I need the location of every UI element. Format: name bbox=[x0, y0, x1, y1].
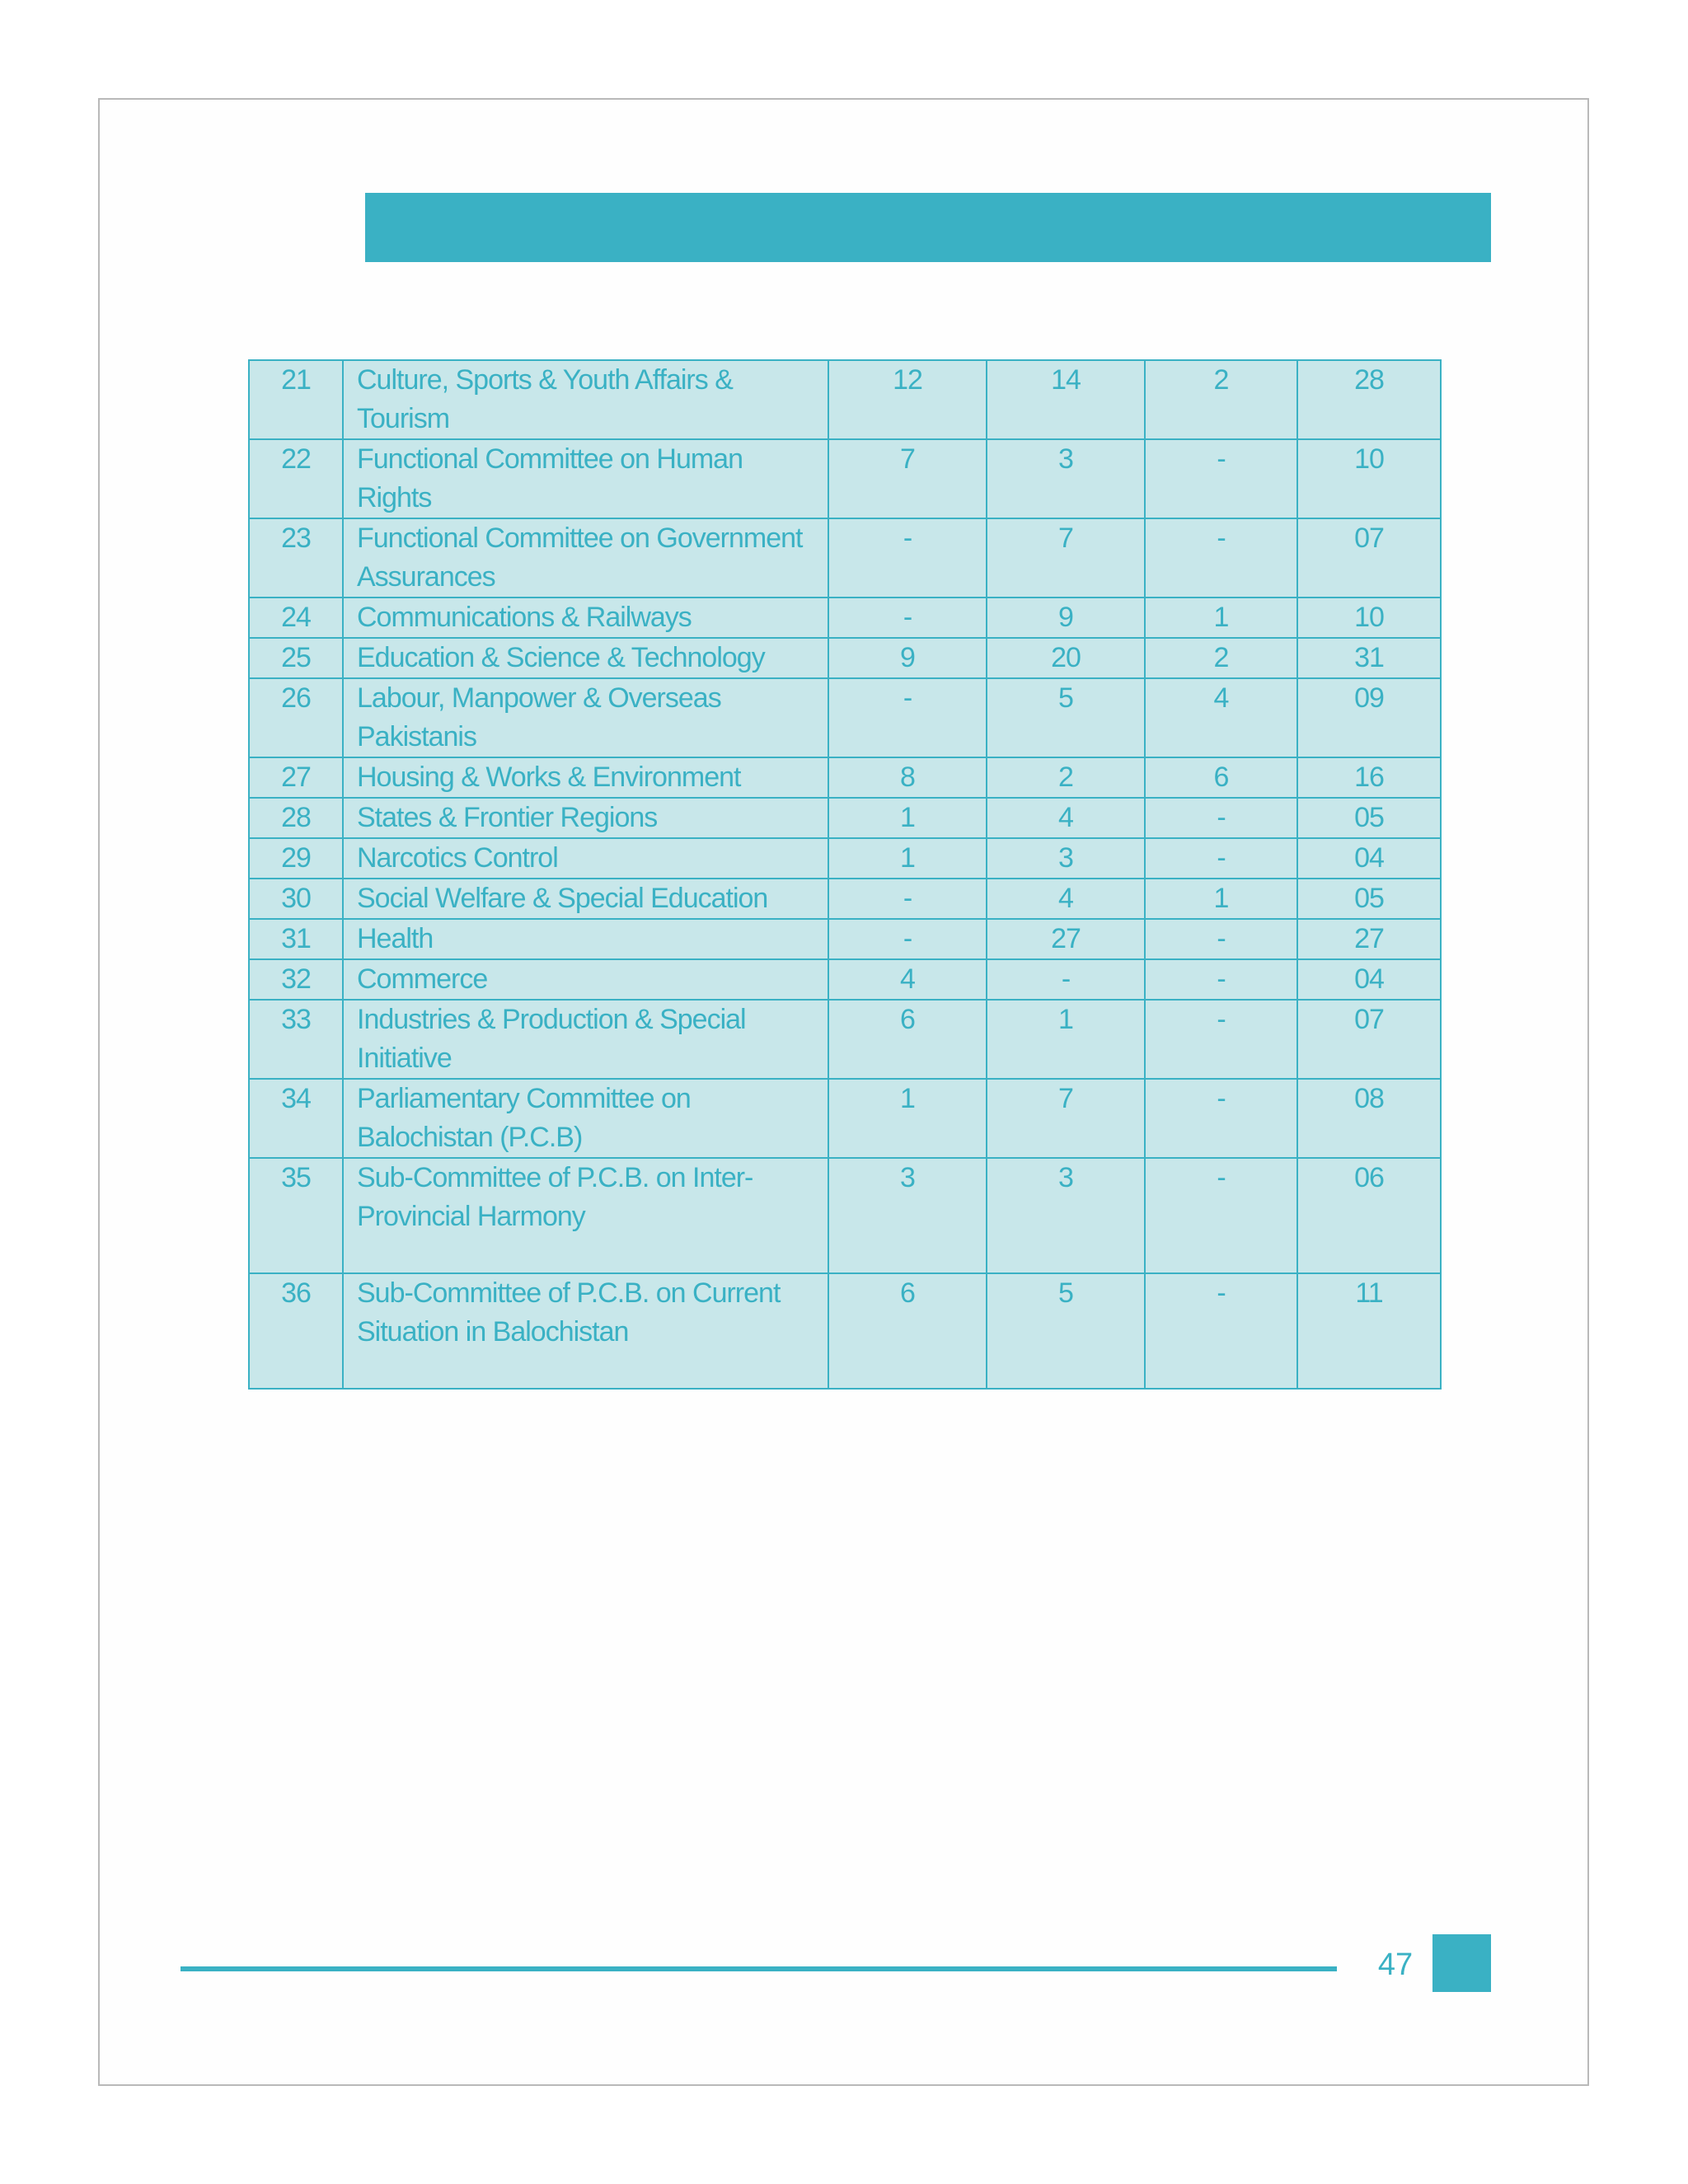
table-row bbox=[249, 757, 1441, 798]
row-number: 21 bbox=[249, 360, 343, 439]
column-3-value: - bbox=[1145, 959, 1297, 1000]
column-2-value: 27 bbox=[987, 919, 1145, 959]
column-3-value: - bbox=[1145, 518, 1297, 598]
total-value: 07 bbox=[1297, 1000, 1441, 1079]
table-row bbox=[249, 838, 1441, 879]
column-3-value: - bbox=[1145, 798, 1297, 838]
row-number: 36 bbox=[249, 1273, 343, 1389]
column-1-value: - bbox=[828, 879, 987, 919]
column-1-value: 9 bbox=[828, 638, 987, 678]
total-value: 08 bbox=[1297, 1079, 1441, 1158]
column-3-value: - bbox=[1145, 1273, 1297, 1389]
column-2-value: 4 bbox=[987, 798, 1145, 838]
column-1-value: 8 bbox=[828, 757, 987, 798]
row-number: 24 bbox=[249, 598, 343, 638]
table-row bbox=[249, 959, 1441, 1000]
column-2-value: 2 bbox=[987, 757, 1145, 798]
column-3-value: 1 bbox=[1145, 879, 1297, 919]
column-1-value: 6 bbox=[828, 1000, 987, 1079]
column-2-value: 5 bbox=[987, 1273, 1145, 1389]
column-3-value: - bbox=[1145, 439, 1297, 518]
total-value: 06 bbox=[1297, 1158, 1441, 1273]
column-2-value: 7 bbox=[987, 518, 1145, 598]
column-2-value: 5 bbox=[987, 678, 1145, 757]
row-number: 35 bbox=[249, 1158, 343, 1273]
column-2-value: 14 bbox=[987, 360, 1145, 439]
total-value: 31 bbox=[1297, 638, 1441, 678]
column-2-value: 7 bbox=[987, 1079, 1145, 1158]
total-value: 04 bbox=[1297, 959, 1441, 1000]
committee-name: States & Frontier Regions bbox=[343, 798, 828, 838]
total-value: 28 bbox=[1297, 360, 1441, 439]
row-number: 31 bbox=[249, 919, 343, 959]
column-1-value: - bbox=[828, 518, 987, 598]
column-3-value: - bbox=[1145, 919, 1297, 959]
committee-name: Commerce bbox=[343, 959, 828, 1000]
header-bar bbox=[365, 193, 1491, 262]
row-number: 33 bbox=[249, 1000, 343, 1079]
column-3-value: 1 bbox=[1145, 598, 1297, 638]
column-3-value: 4 bbox=[1145, 678, 1297, 757]
column-3-value: 2 bbox=[1145, 360, 1297, 439]
table-row bbox=[249, 678, 1441, 757]
column-2-value: 9 bbox=[987, 598, 1145, 638]
committee-name: Culture, Sports & Youth Affairs & Tourism bbox=[343, 360, 828, 439]
column-3-value: 6 bbox=[1145, 757, 1297, 798]
column-1-value: 6 bbox=[828, 1273, 987, 1389]
committee-name: Labour, Manpower & Overseas Pakistanis bbox=[343, 678, 828, 757]
row-number: 28 bbox=[249, 798, 343, 838]
total-value: 05 bbox=[1297, 879, 1441, 919]
table-row bbox=[249, 1158, 1441, 1273]
row-number: 26 bbox=[249, 678, 343, 757]
row-number: 29 bbox=[249, 838, 343, 879]
committee-name: Social Welfare & Special Education bbox=[343, 879, 828, 919]
table-row bbox=[249, 638, 1441, 678]
table-body bbox=[249, 360, 1441, 1389]
total-value: 27 bbox=[1297, 919, 1441, 959]
committee-name: Parliamentary Committee on Balochistan (P.C.B) bbox=[343, 1079, 828, 1158]
committee-name: Narcotics Control bbox=[343, 838, 828, 879]
page-number: 47 bbox=[1377, 1947, 1414, 1982]
column-1-value: 12 bbox=[828, 360, 987, 439]
table-row bbox=[249, 798, 1441, 838]
column-1-value: 1 bbox=[828, 1079, 987, 1158]
page-number-square bbox=[1432, 1934, 1491, 1992]
column-1-value: - bbox=[828, 678, 987, 757]
column-3-value: 2 bbox=[1145, 638, 1297, 678]
total-value: 10 bbox=[1297, 598, 1441, 638]
total-value: 10 bbox=[1297, 439, 1441, 518]
column-2-value: 3 bbox=[987, 838, 1145, 879]
committee-name: Industries & Production & Special Initiative bbox=[343, 1000, 828, 1079]
table-row bbox=[249, 1273, 1441, 1389]
table-row bbox=[249, 518, 1441, 598]
column-1-value: 1 bbox=[828, 798, 987, 838]
committee-name: Sub-Committee of P.C.B. on Inter-Provincial Harmony bbox=[343, 1158, 828, 1273]
row-number: 25 bbox=[249, 638, 343, 678]
table-row bbox=[249, 879, 1441, 919]
column-1-value: 3 bbox=[828, 1158, 987, 1273]
table-row bbox=[249, 360, 1441, 439]
table-row bbox=[249, 598, 1441, 638]
row-number: 30 bbox=[249, 879, 343, 919]
column-3-value: - bbox=[1145, 838, 1297, 879]
column-1-value: 7 bbox=[828, 439, 987, 518]
row-number: 34 bbox=[249, 1079, 343, 1158]
column-1-value: 1 bbox=[828, 838, 987, 879]
table-row bbox=[249, 1079, 1441, 1158]
committee-name: Housing & Works & Environment bbox=[343, 757, 828, 798]
column-2-value: 4 bbox=[987, 879, 1145, 919]
table-row bbox=[249, 439, 1441, 518]
total-value: 07 bbox=[1297, 518, 1441, 598]
total-value: 09 bbox=[1297, 678, 1441, 757]
column-2-value: 3 bbox=[987, 439, 1145, 518]
total-value: 04 bbox=[1297, 838, 1441, 879]
row-number: 23 bbox=[249, 518, 343, 598]
committee-meetings-table bbox=[248, 359, 1442, 1390]
committee-name: Functional Committee on Government Assurances bbox=[343, 518, 828, 598]
column-2-value: 1 bbox=[987, 1000, 1145, 1079]
column-3-value: - bbox=[1145, 1000, 1297, 1079]
column-3-value: - bbox=[1145, 1079, 1297, 1158]
total-value: 11 bbox=[1297, 1273, 1441, 1389]
total-value: 05 bbox=[1297, 798, 1441, 838]
column-1-value: 4 bbox=[828, 959, 987, 1000]
row-number: 32 bbox=[249, 959, 343, 1000]
table-row bbox=[249, 919, 1441, 959]
table-row bbox=[249, 1000, 1441, 1079]
column-2-value: 20 bbox=[987, 638, 1145, 678]
committee-name: Education & Science & Technology bbox=[343, 638, 828, 678]
column-3-value: - bbox=[1145, 1158, 1297, 1273]
committee-name: Sub-Committee of P.C.B. on Current Situation in Balochistan bbox=[343, 1273, 828, 1389]
column-2-value: - bbox=[987, 959, 1145, 1000]
column-2-value: 3 bbox=[987, 1158, 1145, 1273]
committee-name: Communications & Railways bbox=[343, 598, 828, 638]
column-1-value: - bbox=[828, 598, 987, 638]
committee-name: Health bbox=[343, 919, 828, 959]
column-1-value: - bbox=[828, 919, 987, 959]
row-number: 22 bbox=[249, 439, 343, 518]
footer-line bbox=[181, 1966, 1337, 1971]
row-number: 27 bbox=[249, 757, 343, 798]
committee-name: Functional Committee on Human Rights bbox=[343, 439, 828, 518]
total-value: 16 bbox=[1297, 757, 1441, 798]
